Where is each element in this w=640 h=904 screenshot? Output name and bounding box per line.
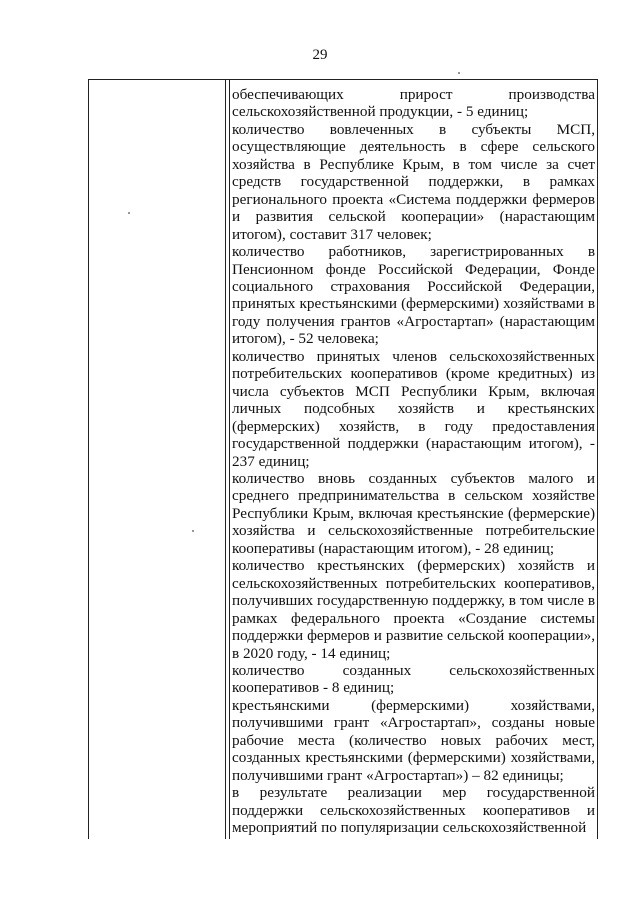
indicator-paragraph: обеспечивающих прирост производства сельскохозяйственной продукции, - 5 единиц; — [232, 86, 595, 121]
indicator-paragraph: количество принятых членов сельскохозяйственных потребительских кооперативов (кроме кредитных) из числа субъектов МСП Республики Крым, включая личных подсобных хозяйств и крестьянских (фермерских) хозяйств, в году предоставления государственной поддержки (нарастающим итогом), - 237 единиц; — [232, 347, 595, 470]
indicator-paragraph: в результате реализации мер государственной поддержки сельскохозяйственных кооперативов и мероприятий по популяризации сельскохозяйственной — [232, 784, 595, 837]
indicator-paragraph: количество крестьянских (фермерских) хозяйств и сельскохозяйственных потребительских кооперативов, получивших государственную поддержку, в том числе в рамках федерального проекта «Создание системы поддержки фермеров и развитие сельской кооперации», в 2020 году, - 14 единиц; — [232, 557, 595, 662]
scan-speck — [128, 212, 130, 214]
table-left-cell — [89, 80, 226, 839]
indicator-paragraph: количество вновь созданных субъектов малого и среднего предпринимательства в сельском хозяйстве Республики Крым, включая крестьянские (фермерские) хозяйства и сельскохозяйственные потребительские кооперативы (нарастающим итогом), - 28 единиц; — [232, 469, 595, 557]
indicator-paragraph: количество вовлеченных в субъекты МСП, осуществляющие деятельность в сфере сельского хозяйства в Республике Крым, в том числе за счет средств государственной поддержки, в рамках регионального проекта «Система поддержки фермеров и развития сельской кооперации» (нарастающим итогом), составит 317 человек; — [232, 120, 595, 243]
table-right-cell — [229, 80, 597, 839]
page-number: 29 — [312, 47, 328, 63]
indicator-paragraph: крестьянскими (фермерскими) хозяйствами, получившими грант «Агростартап», созданы новые рабочие места (количество новых рабочих мест, созданных крестьянскими (фермерскими) хозяйствами, получившими грант «Агростартап») – 82 единицы; — [232, 696, 595, 784]
scan-speck — [192, 530, 194, 532]
indicator-paragraph: количество работников, зарегистрированных в Пенсионном фонде Российской Федерации, Фонде социального страхования Российской Федерации, принятых крестьянскими (фермерскими) хозяйствами в году получения грантов «Агростартап» (нарастающим итогом), - 52 человека; — [232, 243, 595, 348]
indicator-paragraph: количество созданных сельскохозяйственных кооперативов - 8 единиц; — [232, 661, 595, 697]
scan-speck — [458, 72, 460, 74]
document-table — [88, 79, 598, 839]
